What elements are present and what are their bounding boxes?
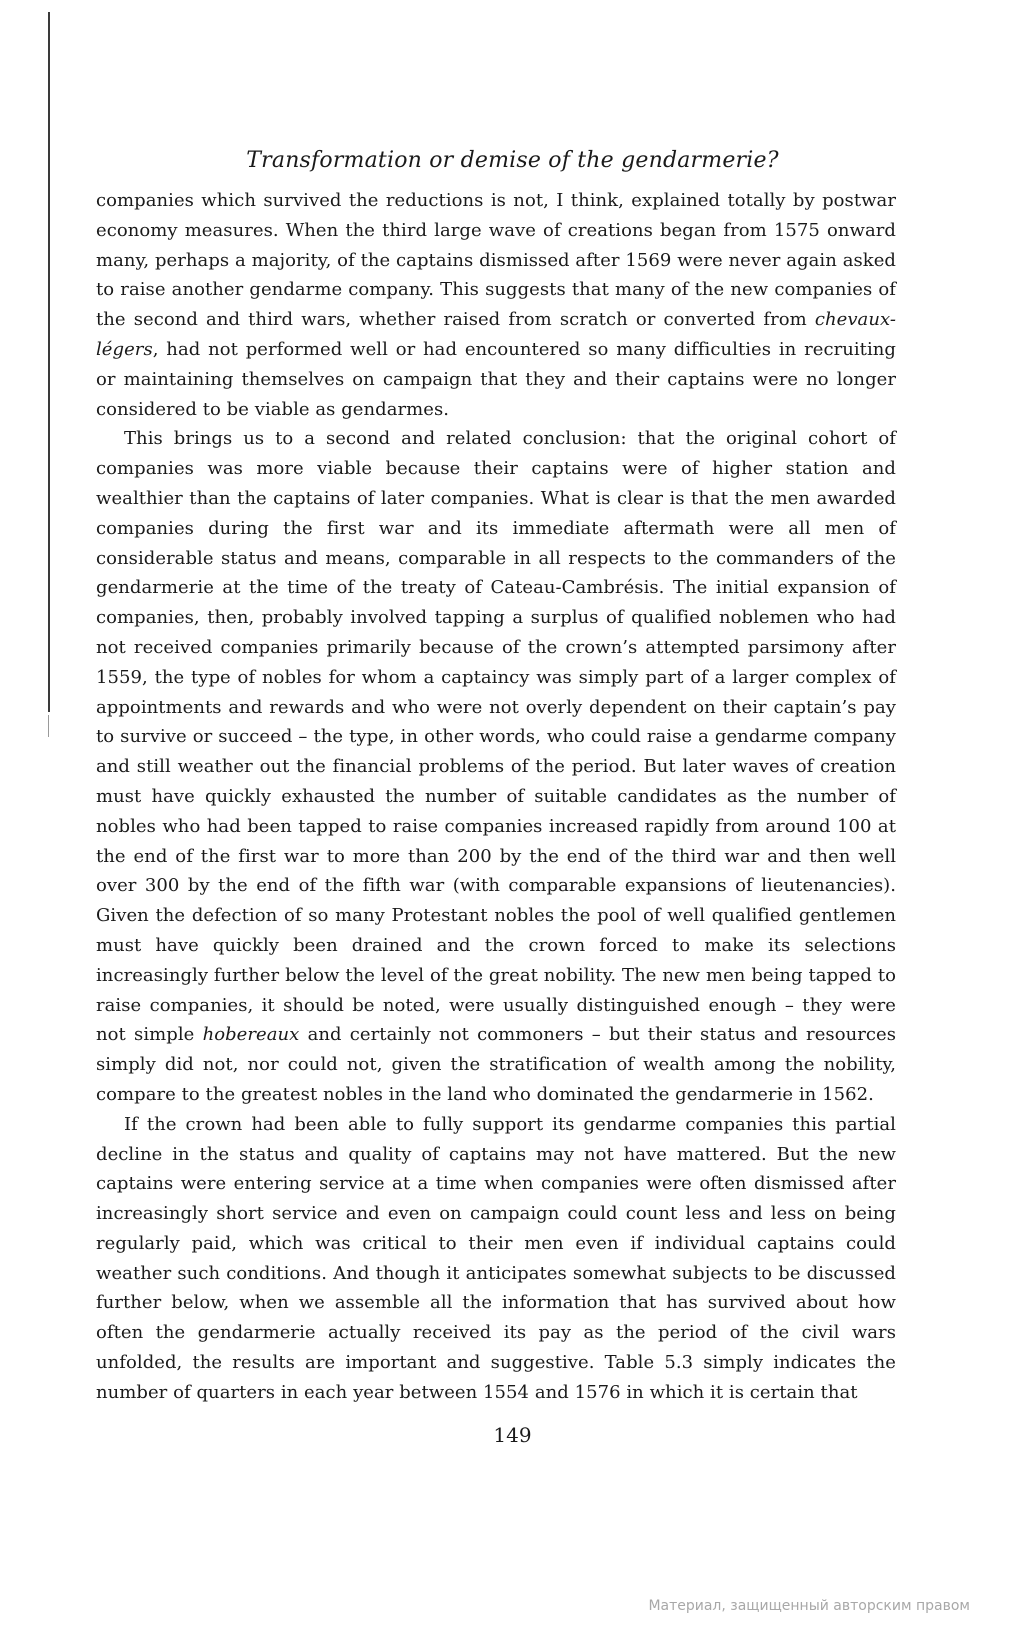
paragraph-1-text-a: companies which survived the reductions is not, I think, explained totally by postwar economy measures. When the third large wave of creations began from 1575 onward many, perhaps a majority, of the captains dismissed after 1569 were never again asked to raise another gendarme company. This suggests that many of the new companies of the second and third wars, whether raised from scratch or converted from (96, 190, 896, 331)
paragraph-1 (96, 186, 896, 424)
paragraph-2-text-b: and certainly not commoners – but their status and resources simply did not, nor could not, given the stratification of wealth among the nobility, compare to the greatest nobles in the land who dominated the gendarmerie in 1562. (96, 1024, 896, 1105)
page-number: 149 (493, 1423, 532, 1447)
paragraph-2-text-a: This brings us to a second and related conclusion: that the original cohort of companies was more viable because their captains were of higher station and wealthier than the captains of later companies. What is clear is that the men awarded companies during the first war and its immediate aftermath were all men of considerable status and means, comparable in all respects to the commanders of the gendarmerie at the time of the treaty of Cateau-Cambrésis. The initial expansion of companies, then, probably involved tapping a surplus of qualified noblemen who had not received companies primarily because of the crown’s attempted parsimony after 1559, the type of nobles for whom a captaincy was simply part of a larger complex of appointments and rewards and who were not overly dependent on their captain’s pay to survive or succeed – the type, in other words, who could raise a gendarme company and still weather out the financial problems of the period. But later waves of creation must have quickly exhausted the number of suitable candidates as the number of nobles who had been tapped to raise companies increased rapidly from around 100 at the end of the first war to more than 200 by the end of the third war and then well over 300 by the end of the fifth war (with comparable expansions of lieutenancies). Given the defection of so many Protestant nobles the pool of well qualified gentlemen must have quickly been drained and the crown forced to make its selections increasingly further below the level of the great nobility. The new men being tapped to raise companies, it should be noted, were usually distinguished enough – they were not simple (96, 428, 896, 1046)
body-text (96, 186, 896, 1408)
paragraph-3-text: If the crown had been able to fully support its gendarme companies this partial decline in the status and quality of captains may not have mattered. But the new captains were entering service at a time when companies were often dismissed after increasingly short service and even on campaign could count less and less on being regularly paid, which was critical to their men even if individual captains could weather such conditions. And though it anticipates somewhat subjects to be discussed further below, when we assemble all the information that has survived about how often the gendarmerie actually received its pay as the period of the civil wars unfolded, the results are important and suggestive. Table 5.3 simply indicates the number of quarters in each year between 1554 and 1576 in which it is certain that (96, 1113, 896, 1403)
paragraph-1-text-b: , had not performed well or had encountered so many difficulties in recruiting or maintaining themselves on campaign that they and their captains were no longer considered to be viable as gendarmes. (96, 338, 896, 420)
paragraph-3 (96, 1110, 896, 1408)
italic-term-chevaux-legers: chevaux-légers (96, 309, 896, 360)
page-binding-mark (48, 715, 49, 737)
paragraph-2 (96, 424, 896, 1109)
copyright-watermark: Материал, защищенный авторским правом (648, 1598, 970, 1614)
running-head: Transformation or demise of the gendarmerie? (246, 148, 779, 173)
page-binding-edge (48, 12, 50, 712)
italic-term-hobereaux: hobereaux (202, 1024, 300, 1046)
